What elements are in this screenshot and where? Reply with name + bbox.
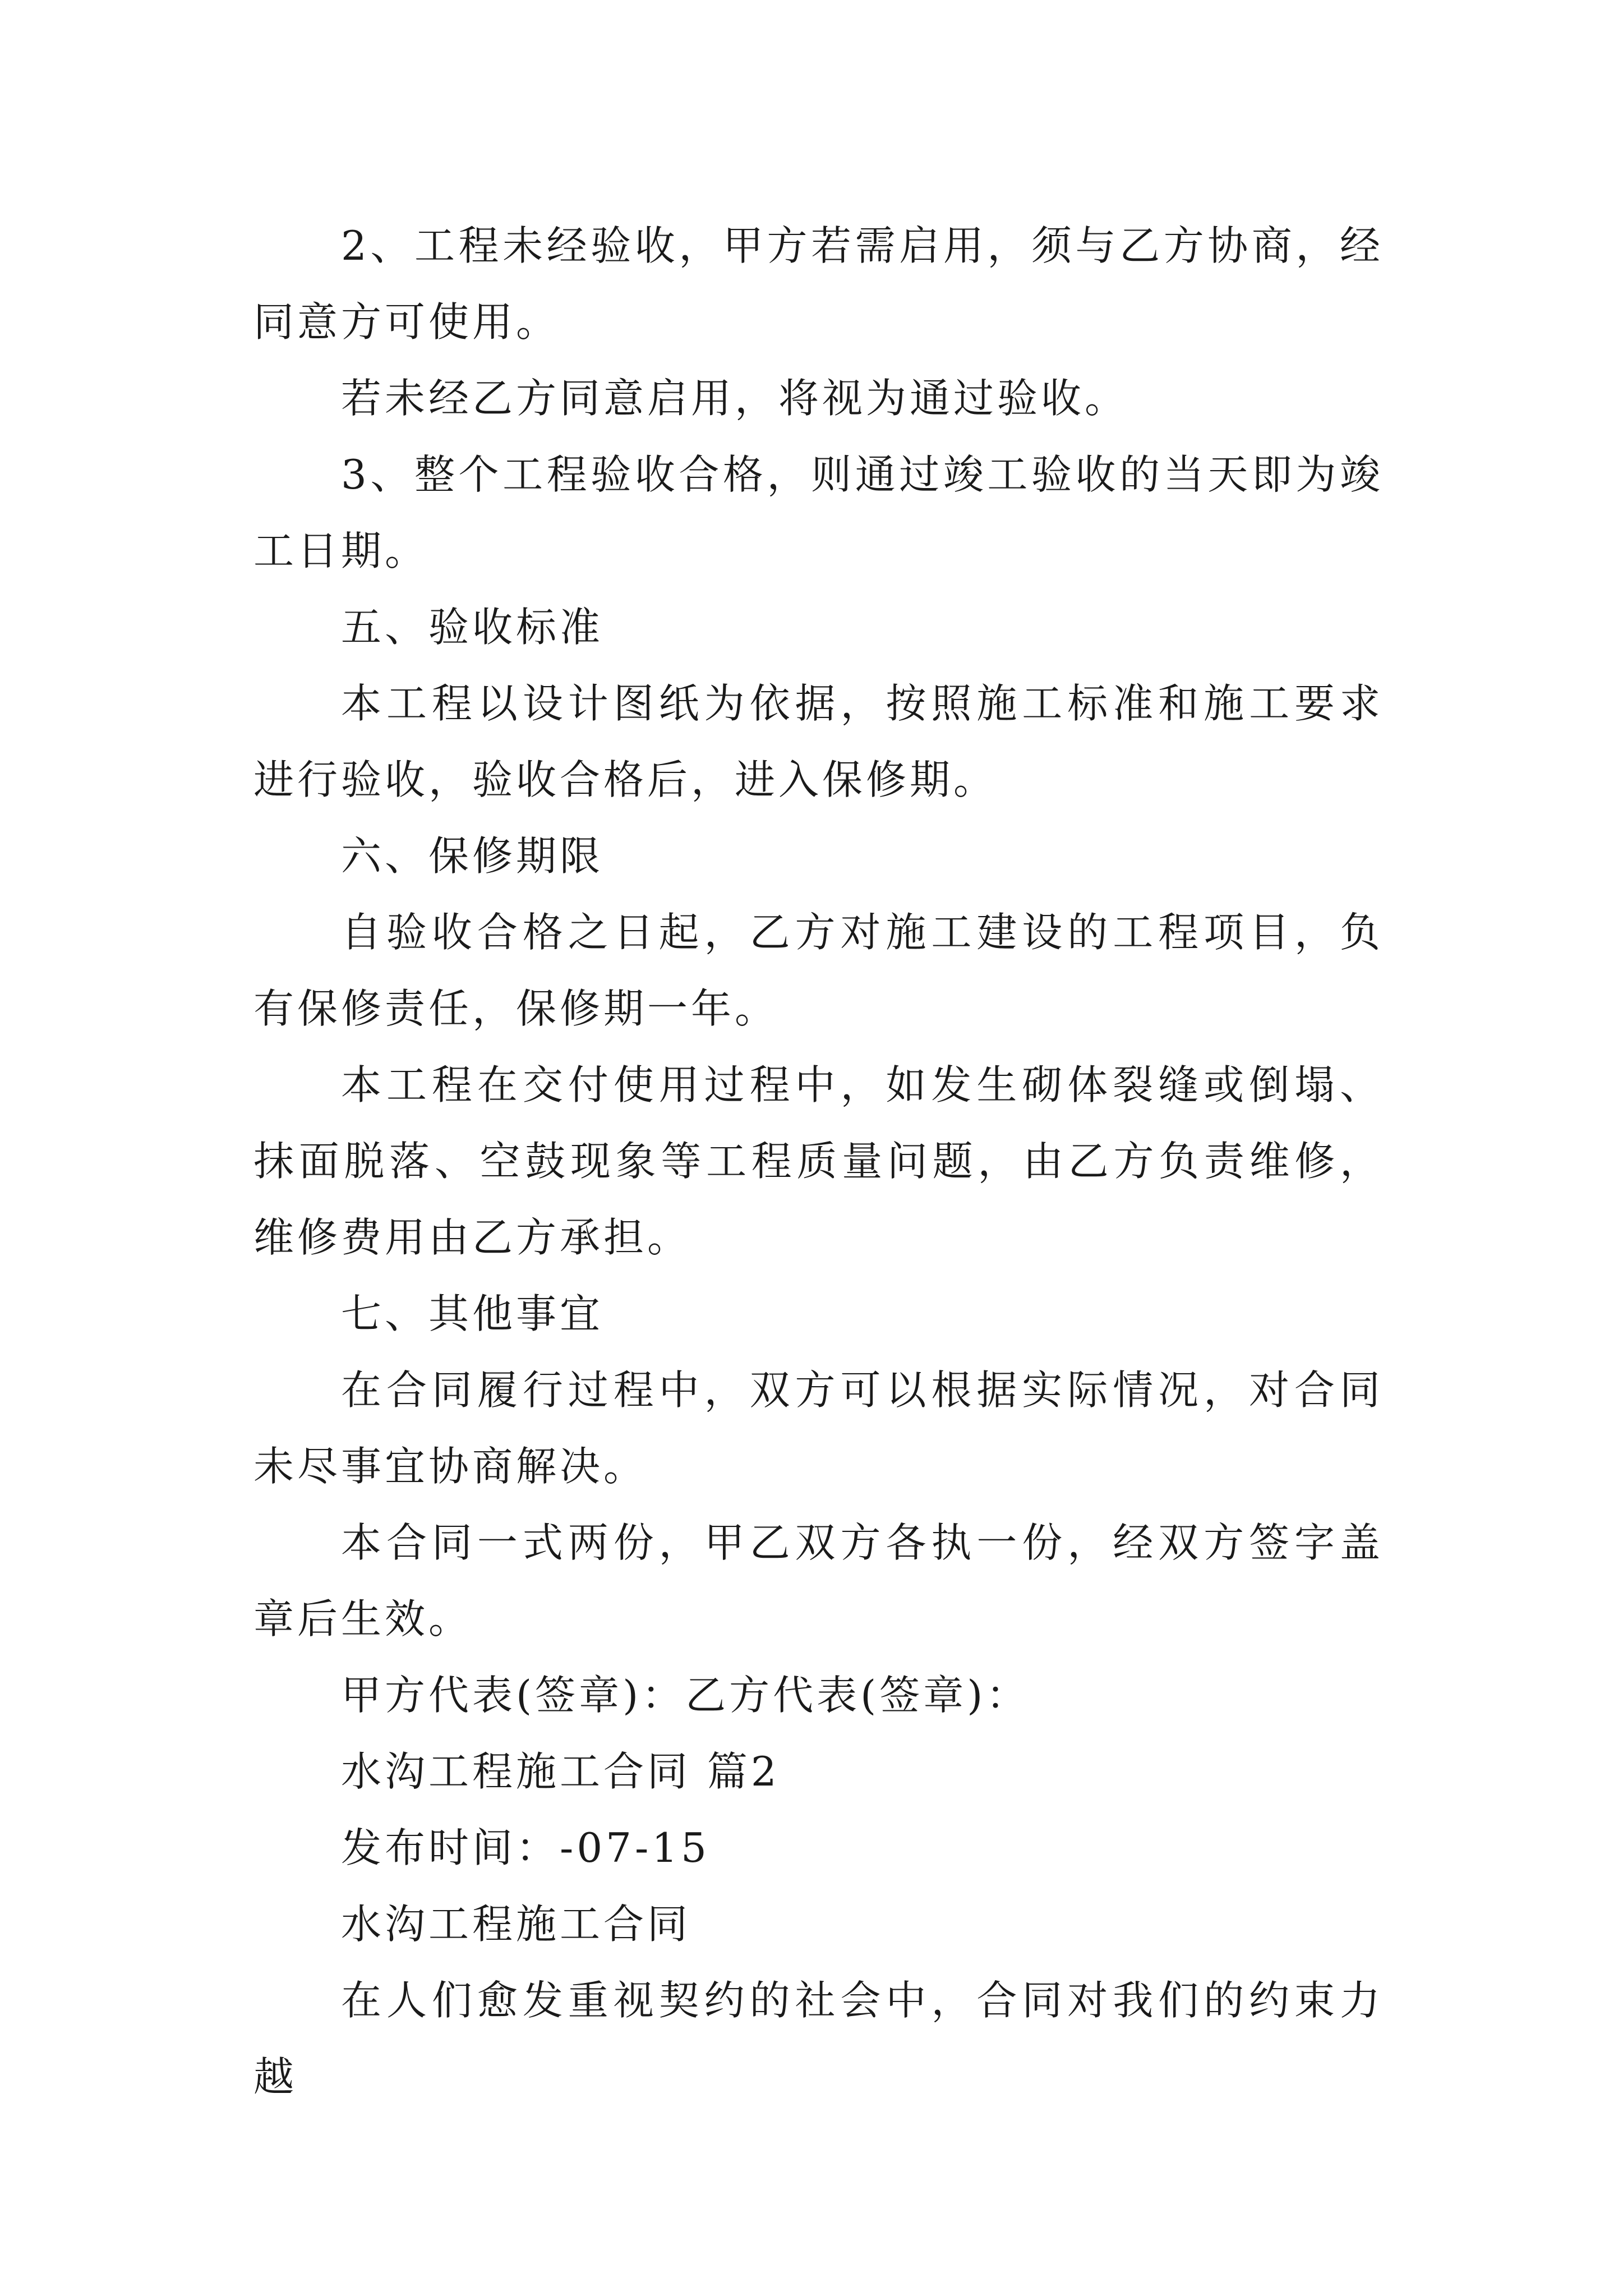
- section-heading-warranty-period: 六、保修期限: [341, 832, 604, 880]
- paragraph-warranty-period: 自验收合格之日起，乙方对施工建设的工程项目，负有保修责任，保修期一年。: [253, 909, 1384, 1032]
- document-body: [253, 208, 1384, 2115]
- contract-title: 水沟工程施工合同: [341, 1901, 691, 1948]
- section-heading-other-matters: 七、其他事宜: [341, 1290, 604, 1337]
- paragraph-clause-2-note: 若未经乙方同意启用，将视为通过验收。: [341, 375, 1129, 422]
- section-heading-acceptance-standard: 五、验收标准: [341, 604, 604, 651]
- paragraph-clause-2: 2、工程未经验收，甲方若需启用，须与乙方协商，经同意方可使用。: [253, 222, 1384, 346]
- paragraph-clause-3: 3、整个工程验收合格，则通过竣工验收的当天即为竣工日期。: [253, 451, 1384, 574]
- paragraph-intro: 在人们愈发重视契约的社会中，合同对我们的约束力越: [253, 1977, 1384, 2100]
- signature-line: 甲方代表(签章)：乙方代表(签章)：: [341, 1672, 1030, 1719]
- paragraph-copies-effect: 本合同一式两份，甲乙双方各执一份，经双方签字盖章后生效。: [253, 1519, 1384, 1642]
- publish-date: 发布时间：-07-15: [341, 1824, 710, 1871]
- paragraph-other-matters: 在合同履行过程中，双方可以根据实际情况，对合同未尽事宜协商解决。: [253, 1366, 1384, 1490]
- article-title-part-2: 水沟工程施工合同 篇2: [341, 1748, 780, 1795]
- paragraph-acceptance-standard: 本工程以设计图纸为依据，按照施工标准和施工要求进行验收，验收合格后，进入保修期。: [253, 680, 1384, 803]
- paragraph-warranty-defects: 本工程在交付使用过程中，如发生砌体裂缝或倒塌、抹面脱落、空鼓现象等工程质量问题，由乙方负责维修，维修费用由乙方承担。: [253, 1061, 1384, 1261]
